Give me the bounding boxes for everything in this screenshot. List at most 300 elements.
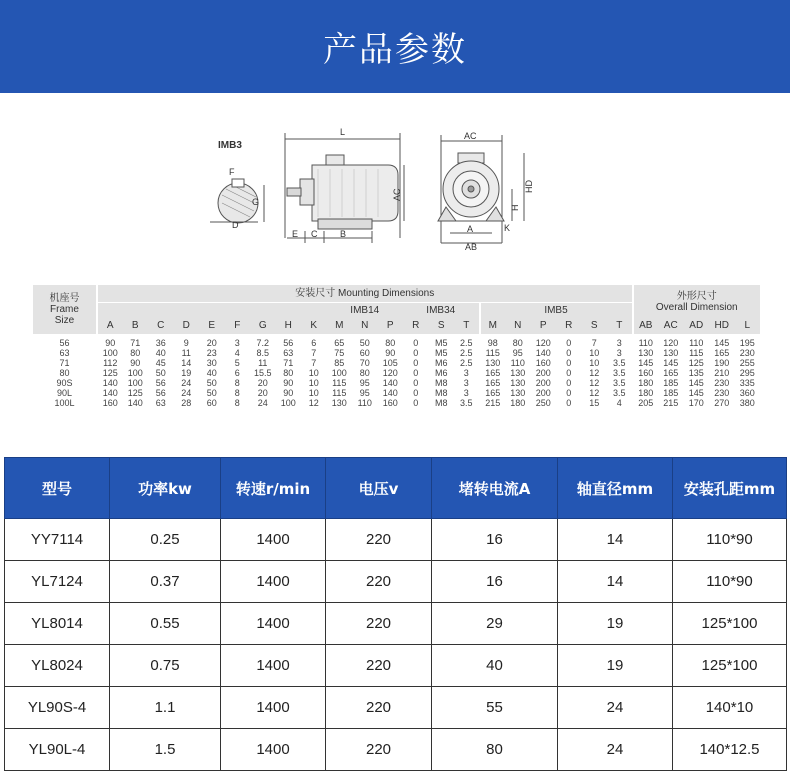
dim-cell: 0 xyxy=(566,378,572,388)
dim-cell: 270 xyxy=(714,398,730,408)
dim-cell: 145 xyxy=(663,358,679,368)
dim-cell: 170 xyxy=(688,398,704,408)
dimension-table xyxy=(33,285,760,408)
dim-cell: 4 xyxy=(234,348,240,358)
label-a: A xyxy=(467,224,474,234)
dim-cell: 100 xyxy=(102,348,118,358)
dim-cell: 0 xyxy=(566,368,572,378)
spec-cell: 220 xyxy=(326,519,432,561)
dim-cell: 12 xyxy=(308,398,319,408)
frame-size-cell: 71 xyxy=(33,358,97,368)
spec-col-header: 功率kw xyxy=(110,458,221,519)
label-f: F xyxy=(229,167,235,177)
dim-cell: 250 xyxy=(535,398,551,408)
dim-cell: 335 xyxy=(739,378,755,388)
motor-side-view xyxy=(285,133,404,243)
dim-cell: 10 xyxy=(308,378,319,388)
dim-cell: 70 xyxy=(359,358,370,368)
dim-cell: 50 xyxy=(359,338,370,348)
dim-cell: 3 xyxy=(607,334,633,348)
dim-table-row xyxy=(33,334,760,348)
dim-cell: 90 xyxy=(283,378,294,388)
spec-cell: 220 xyxy=(326,687,432,729)
spec-cell: 125*100 xyxy=(673,603,787,645)
spec-cell: 80 xyxy=(432,729,558,771)
dim-col-header: K xyxy=(301,318,327,334)
spec-cell: 1400 xyxy=(221,519,326,561)
dim-cell: 185 xyxy=(663,378,679,388)
dim-cell: 112 xyxy=(103,358,118,368)
spec-cell: 140*10 xyxy=(673,687,787,729)
label-ac-side: AC xyxy=(392,188,402,201)
dim-cell: 45 xyxy=(155,358,166,368)
dim-cell: 75 xyxy=(334,348,345,358)
dim-cell: 0 xyxy=(413,338,419,348)
dim-cell: 130 xyxy=(510,388,526,398)
spec-cell: 140*12.5 xyxy=(673,729,787,771)
label-ab: AB xyxy=(465,242,478,252)
dim-cell: 165 xyxy=(714,348,730,358)
dim-cell: 90 xyxy=(385,348,396,358)
spec-col-header: 电压v xyxy=(326,458,432,519)
dim-cell: 2.5 xyxy=(454,334,480,348)
dim-table-row xyxy=(33,368,760,378)
dim-cell: 120 xyxy=(663,338,679,348)
imb5-header: IMB5 xyxy=(480,303,633,319)
dim-cell: 80 xyxy=(130,348,141,358)
spec-cell: 14 xyxy=(558,519,673,561)
dim-table-row xyxy=(33,398,760,408)
spec-cell: 220 xyxy=(326,603,432,645)
dim-cell: 71 xyxy=(283,358,294,368)
dim-col-header: AC xyxy=(658,318,684,334)
spec-cell: 0.75 xyxy=(110,645,221,687)
dim-cell: 125 xyxy=(102,368,118,378)
dim-cell: 160 xyxy=(535,358,551,368)
dim-cell: 71 xyxy=(130,338,141,348)
dim-cell: 165 xyxy=(485,378,501,388)
dim-cell: 115 xyxy=(689,348,704,358)
dim-cell: 7 xyxy=(591,338,597,348)
dim-cell: 85 xyxy=(334,358,345,368)
dim-cell: 145 xyxy=(688,378,704,388)
dim-cell: 5 xyxy=(234,358,240,368)
dim-table-row xyxy=(33,358,760,368)
imb14-header: IMB14 xyxy=(327,303,404,319)
dim-cell: 10 xyxy=(308,388,319,398)
dim-cell: 0 xyxy=(566,358,572,368)
dim-cell: 200 xyxy=(535,388,551,398)
dim-cell: 0 xyxy=(413,358,419,368)
dim-cell: 23 xyxy=(206,348,217,358)
dim-cell: 130 xyxy=(638,348,654,358)
dim-col-header: L xyxy=(735,318,761,334)
dim-col-header: N xyxy=(505,318,531,334)
dim-cell: 56 xyxy=(155,378,166,388)
dim-cell: M8 xyxy=(434,378,448,388)
dim-cell: 210 xyxy=(714,368,730,378)
dim-cell: 0 xyxy=(566,338,572,348)
dim-cell: 200 xyxy=(535,378,551,388)
dim-cell: 110 xyxy=(689,338,704,348)
label-hd: HD xyxy=(524,180,534,193)
dim-cell: 15 xyxy=(589,398,600,408)
dim-cell: 50 xyxy=(206,388,217,398)
dim-cell: 36 xyxy=(155,338,166,348)
dim-cell: 0 xyxy=(566,398,572,408)
dim-col-header: S xyxy=(429,318,455,334)
spec-cell: 1400 xyxy=(221,729,326,771)
dim-cell: M5 xyxy=(434,348,448,358)
spec-cell: 1400 xyxy=(221,603,326,645)
dim-cell: 90 xyxy=(283,388,294,398)
dim-cell: 100 xyxy=(280,398,296,408)
model-cell: YL90L-4 xyxy=(5,729,110,771)
dim-cell: 30 xyxy=(206,358,217,368)
dim-col-header: T xyxy=(454,318,480,334)
dim-cell: 140 xyxy=(382,388,398,398)
dim-cell: 56 xyxy=(283,338,294,348)
dim-cell: 0 xyxy=(566,348,572,358)
label-ac-front: AC xyxy=(464,131,477,141)
spec-cell: 19 xyxy=(558,603,673,645)
frame-size-cell: 63 xyxy=(33,348,97,358)
dim-col-header: F xyxy=(225,318,251,334)
dim-cell: 100 xyxy=(331,368,347,378)
spec-cell: 14 xyxy=(558,561,673,603)
dim-cell: 8.5 xyxy=(256,348,269,358)
dim-col-header: D xyxy=(174,318,200,334)
label-d: D xyxy=(232,220,239,230)
dim-cell: 40 xyxy=(155,348,166,358)
spec-col-header: 堵转电流A xyxy=(432,458,558,519)
spec-table-row xyxy=(5,519,787,561)
dim-cell: 130 xyxy=(331,398,347,408)
dim-cell: 24 xyxy=(257,398,268,408)
mounting-dimensions-header: 安装尺寸 Mounting Dimensions xyxy=(97,285,633,303)
dim-col-header: H xyxy=(276,318,302,334)
dim-cell: 3.5 xyxy=(454,398,480,408)
dim-cell: 3 xyxy=(607,348,633,358)
dim-cell: 115 xyxy=(485,348,500,358)
dim-cell: 100 xyxy=(127,378,143,388)
dim-cell: 7 xyxy=(311,348,317,358)
label-c: C xyxy=(311,229,318,239)
spec-cell: 110*90 xyxy=(673,519,787,561)
dim-cell: 180 xyxy=(638,378,654,388)
dim-cell: 9 xyxy=(183,338,189,348)
dim-cell: 19 xyxy=(181,368,192,378)
dim-cell: 8 xyxy=(234,398,240,408)
spec-cell: 220 xyxy=(326,645,432,687)
dim-cell: 24 xyxy=(181,388,192,398)
dim-cell: 0 xyxy=(413,348,419,358)
dim-cell: 140 xyxy=(127,398,143,408)
dim-cell: 295 xyxy=(739,368,755,378)
dim-cell: 380 xyxy=(739,398,755,408)
spec-table-row xyxy=(5,603,787,645)
dim-cell: 40 xyxy=(206,368,217,378)
dim-col-header: S xyxy=(582,318,608,334)
dim-cell: 135 xyxy=(688,368,704,378)
dim-cell: 110 xyxy=(510,358,525,368)
dim-cell: 110 xyxy=(357,398,372,408)
dim-cell: 80 xyxy=(512,338,523,348)
frame-size-cell: 80 xyxy=(33,368,97,378)
dim-cell: 130 xyxy=(663,348,679,358)
dimension-table-wrap xyxy=(33,285,760,408)
spec-cell: 1400 xyxy=(221,645,326,687)
frame-size-cell: 56 xyxy=(33,334,97,348)
dim-col-header: T xyxy=(607,318,633,334)
dim-cell: 255 xyxy=(739,358,755,368)
dim-col-header: R xyxy=(556,318,582,334)
dim-cell: 20 xyxy=(257,378,268,388)
label-l: L xyxy=(340,127,346,137)
dim-cell: 8 xyxy=(234,388,240,398)
spec-cell: 110*90 xyxy=(673,561,787,603)
motor-dimension-drawing xyxy=(0,93,790,283)
dim-col-header: A xyxy=(97,318,123,334)
frame-size-header: 机座号 Frame Size xyxy=(33,285,97,334)
spec-table-row xyxy=(5,561,787,603)
dim-cell: 3 xyxy=(454,368,480,378)
dim-cell: 145 xyxy=(714,338,730,348)
motor-front-view xyxy=(438,135,524,243)
dim-cell: 6 xyxy=(311,338,317,348)
dim-col-header: AB xyxy=(633,318,659,334)
dim-cell: 140 xyxy=(102,388,118,398)
dim-cell: 80 xyxy=(359,368,370,378)
dim-cell: 140 xyxy=(382,378,398,388)
dim-cell: 10 xyxy=(308,368,319,378)
dim-cell: 110 xyxy=(638,338,653,348)
dim-cell: 3.5 xyxy=(607,358,633,368)
spec-cell: 16 xyxy=(432,561,558,603)
spec-col-header: 转速r/min xyxy=(221,458,326,519)
label-e: E xyxy=(292,229,299,239)
dim-cell: 0 xyxy=(413,388,419,398)
frame-size-cell: 90S xyxy=(33,378,97,388)
dim-cell: 3 xyxy=(454,388,480,398)
dim-cell: 130 xyxy=(485,358,501,368)
dim-cell: M8 xyxy=(434,398,448,408)
spec-cell: 1.1 xyxy=(110,687,221,729)
imb3-label: IMB3 xyxy=(218,140,242,151)
dim-cell: 56 xyxy=(155,388,166,398)
spec-table-row xyxy=(5,729,787,771)
model-cell: YL90S-4 xyxy=(5,687,110,729)
dim-cell: 0 xyxy=(413,398,419,408)
dim-cell: 20 xyxy=(206,338,217,348)
dim-table-row xyxy=(33,388,760,398)
dim-cell: 115 xyxy=(332,388,347,398)
dim-cell: 7.2 xyxy=(256,338,269,348)
model-cell: YL8024 xyxy=(5,645,110,687)
dim-cell: 140 xyxy=(102,378,118,388)
spec-table-row xyxy=(5,645,787,687)
dim-col-header: M xyxy=(327,318,353,334)
spec-col-header: 型号 xyxy=(5,458,110,519)
dim-cell: M5 xyxy=(434,338,448,348)
page-title: 产品参数 xyxy=(323,30,467,70)
dim-col-header: E xyxy=(199,318,225,334)
dim-col-header: R xyxy=(403,318,429,334)
dim-cell: 12 xyxy=(589,378,600,388)
dim-cell: 3 xyxy=(234,338,240,348)
dim-cell: 105 xyxy=(382,358,398,368)
dim-cell: 165 xyxy=(663,368,679,378)
dim-cell: M6 xyxy=(434,368,448,378)
dim-cell: 230 xyxy=(714,378,730,388)
dim-cell: M8 xyxy=(434,388,448,398)
dim-cell: 205 xyxy=(638,398,654,408)
spec-cell: 24 xyxy=(558,687,673,729)
model-cell: YY7114 xyxy=(5,519,110,561)
dim-table-row xyxy=(33,378,760,388)
dim-cell: 145 xyxy=(638,358,654,368)
dim-cell: 12 xyxy=(589,388,600,398)
dim-col-header: N xyxy=(352,318,378,334)
dim-cell: 10 xyxy=(589,348,600,358)
dim-cell: 11 xyxy=(181,348,191,358)
dim-cell: 160 xyxy=(382,398,398,408)
dim-cell: 11 xyxy=(258,358,268,368)
dim-cell: 145 xyxy=(688,388,704,398)
spec-cell: 220 xyxy=(326,561,432,603)
dim-cell: 50 xyxy=(155,368,166,378)
dim-cell: 80 xyxy=(283,368,294,378)
spec-cell: 16 xyxy=(432,519,558,561)
dim-cell: 160 xyxy=(638,368,654,378)
dim-cell: 230 xyxy=(739,348,755,358)
dim-col-header: P xyxy=(531,318,557,334)
dim-cell: 63 xyxy=(155,398,166,408)
dim-cell: 14 xyxy=(181,358,192,368)
dim-cell: 80 xyxy=(385,338,396,348)
dim-col-header: B xyxy=(123,318,149,334)
spec-cell: 0.37 xyxy=(110,561,221,603)
spec-col-header: 安装孔距mm xyxy=(673,458,787,519)
dim-cell: 0 xyxy=(566,388,572,398)
dim-cell: 165 xyxy=(485,368,501,378)
dim-cell: 3.5 xyxy=(607,368,633,378)
spec-cell: 55 xyxy=(432,687,558,729)
dim-cell: 100 xyxy=(127,368,143,378)
dim-cell: 63 xyxy=(283,348,294,358)
spec-cell: 24 xyxy=(558,729,673,771)
dim-cell: 90 xyxy=(130,358,141,368)
dim-cell: 4 xyxy=(607,398,633,408)
label-b: B xyxy=(340,229,347,239)
dim-cell: 98 xyxy=(487,338,498,348)
spec-cell: 1400 xyxy=(221,561,326,603)
dim-cell: 215 xyxy=(663,398,679,408)
dim-cell: 28 xyxy=(181,398,192,408)
dim-cell: 130 xyxy=(510,368,526,378)
title-banner xyxy=(0,0,790,93)
spec-table xyxy=(4,457,787,771)
dim-cell: 0 xyxy=(413,378,419,388)
model-cell: YL8014 xyxy=(5,603,110,645)
dim-cell: 20 xyxy=(257,388,268,398)
dim-cell: 7 xyxy=(311,358,317,368)
dim-cell: 2.5 xyxy=(454,358,480,368)
spec-table-row xyxy=(5,687,787,729)
dim-cell: 130 xyxy=(510,378,526,388)
label-g: G xyxy=(252,197,260,207)
dim-cell: 95 xyxy=(359,388,370,398)
dim-cell: 60 xyxy=(206,398,217,408)
dim-cell: 140 xyxy=(535,348,551,358)
dim-cell: 215 xyxy=(485,398,501,408)
spec-cell: 0.25 xyxy=(110,519,221,561)
dim-col-header: G xyxy=(250,318,276,334)
dim-cell: 50 xyxy=(206,378,217,388)
dim-cell: 230 xyxy=(714,388,730,398)
dim-cell: 0 xyxy=(413,368,419,378)
dim-cell: 180 xyxy=(638,388,654,398)
spec-cell: 1400 xyxy=(221,687,326,729)
spec-cell: 220 xyxy=(326,729,432,771)
dim-cell: 65 xyxy=(334,338,345,348)
dim-cell: 2.5 xyxy=(454,348,480,358)
dim-col-header: C xyxy=(148,318,174,334)
dim-cell: 8 xyxy=(234,378,240,388)
dim-col-header: AD xyxy=(684,318,710,334)
spec-col-header: 轴直径mm xyxy=(558,458,673,519)
dim-cell: 12 xyxy=(589,368,600,378)
dim-cell: M6 xyxy=(434,358,448,368)
dim-cell: 125 xyxy=(127,388,143,398)
dim-cell: 195 xyxy=(739,338,755,348)
dim-cell: 125 xyxy=(688,358,704,368)
dim-cell: 200 xyxy=(535,368,551,378)
dim-col-header: P xyxy=(378,318,404,334)
dim-cell: 165 xyxy=(485,388,501,398)
spec-table-wrap xyxy=(4,457,786,771)
dim-cell: 3.5 xyxy=(607,378,633,388)
dim-cell: 3 xyxy=(454,378,480,388)
dim-cell: 3.5 xyxy=(607,388,633,398)
dim-cell: 180 xyxy=(510,398,526,408)
dim-cell: 120 xyxy=(535,338,551,348)
label-h: H xyxy=(510,204,520,211)
dim-cell: 15.5 xyxy=(253,368,272,378)
label-k: K xyxy=(504,223,511,233)
spec-cell: 0.55 xyxy=(110,603,221,645)
dim-col-header: HD xyxy=(709,318,735,334)
dim-cell: 190 xyxy=(714,358,730,368)
spec-cell: 40 xyxy=(432,645,558,687)
dim-cell: 95 xyxy=(512,348,523,358)
overall-dimension-header: 外形尺寸 Overall Dimension xyxy=(633,285,761,318)
spec-cell: 19 xyxy=(558,645,673,687)
dim-cell: 120 xyxy=(382,368,398,378)
spec-cell: 125*100 xyxy=(673,645,787,687)
dim-cell: 185 xyxy=(663,388,679,398)
model-cell: YL7124 xyxy=(5,561,110,603)
dim-cell: 115 xyxy=(332,378,347,388)
dim-cell: 6 xyxy=(234,368,240,378)
frame-size-cell: 90L xyxy=(33,388,97,398)
imb34-header: IMB34 xyxy=(403,303,480,319)
dim-cell: 60 xyxy=(359,348,370,358)
dim-cell: 360 xyxy=(739,388,755,398)
dim-col-header: M xyxy=(480,318,506,334)
dim-cell: 24 xyxy=(181,378,192,388)
dim-table-row xyxy=(33,348,760,358)
